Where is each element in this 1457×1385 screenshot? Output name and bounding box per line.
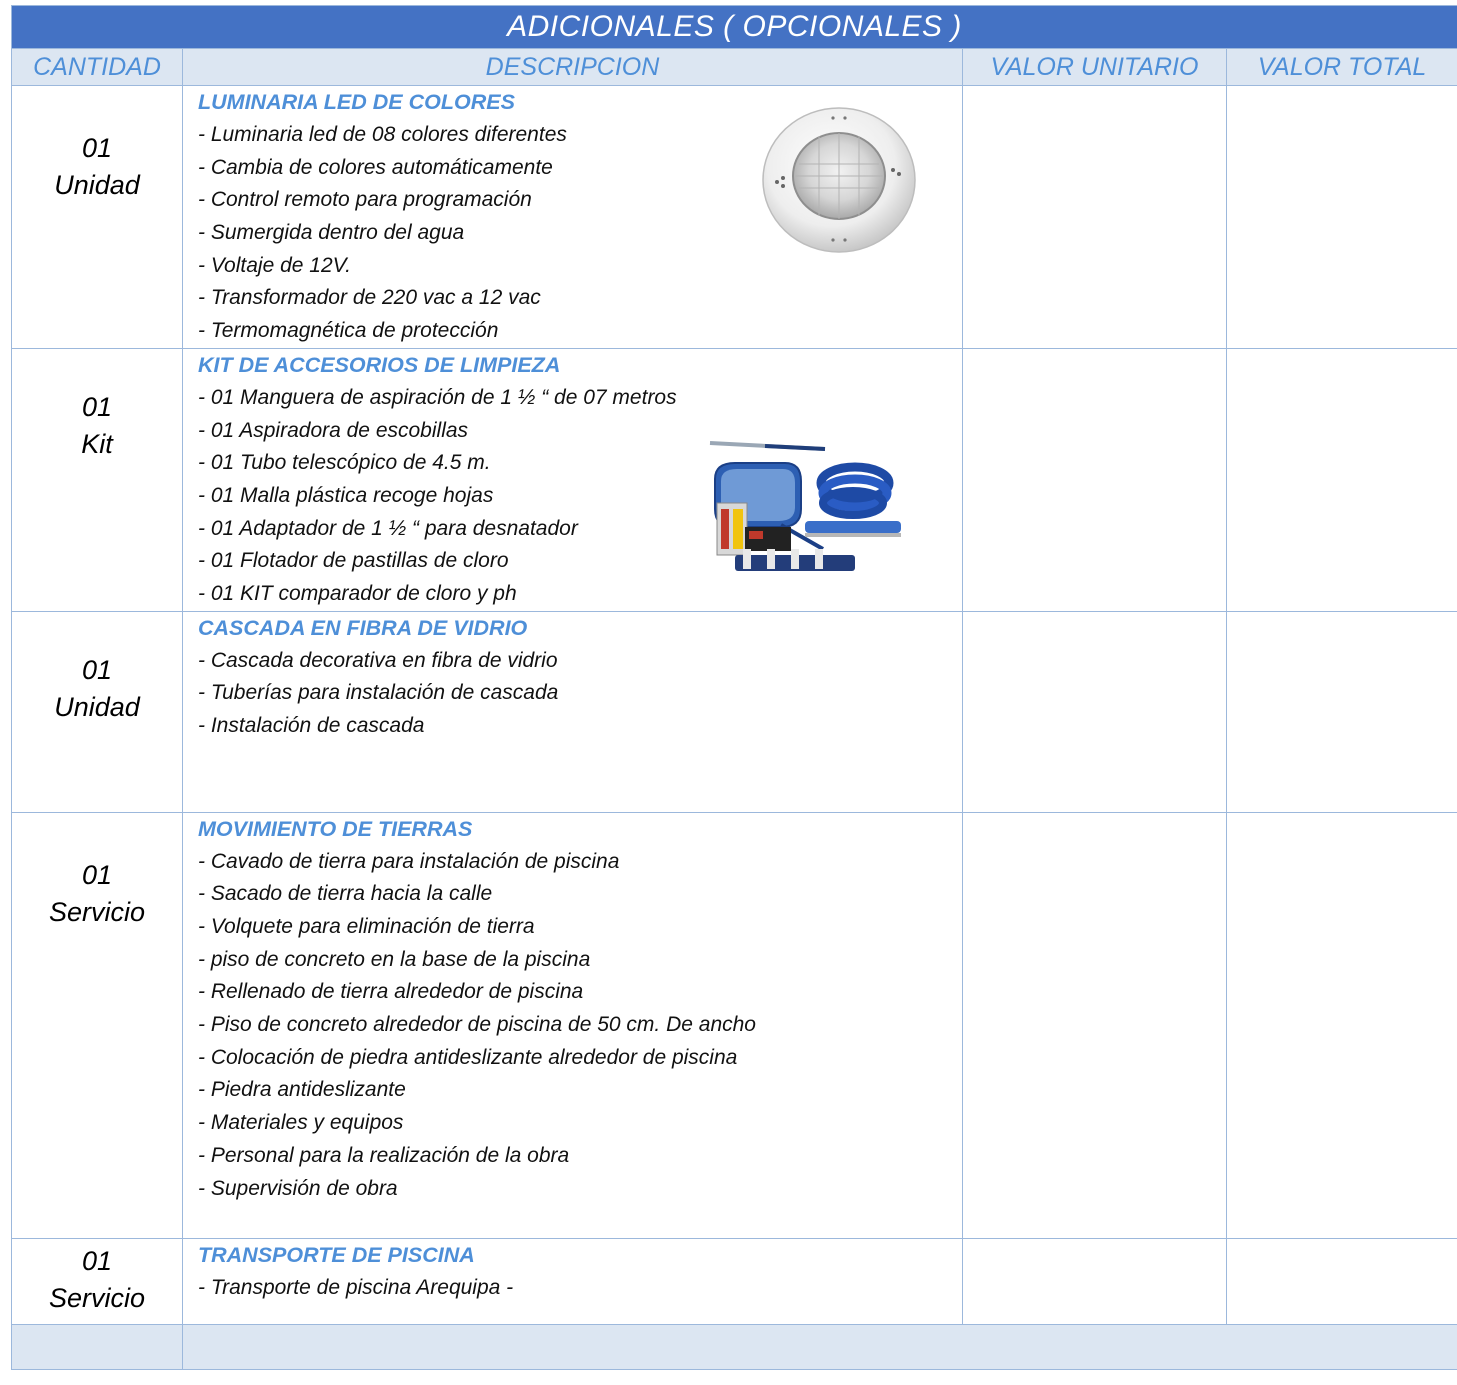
- item-line: - 01 Aspiradora de escobillas: [198, 418, 469, 442]
- column-header-valor-total: VALOR TOTAL: [1227, 49, 1457, 86]
- footer-cell: [12, 1324, 183, 1369]
- item-line: - Volquete para eliminación de tierra: [198, 915, 535, 938]
- quantity-unit: Servicio: [48, 1282, 146, 1313]
- unit-value-cell: [963, 86, 1227, 349]
- description-cell: [183, 86, 963, 349]
- item-line: - 01 KIT comparador de cloro y ph: [198, 581, 517, 605]
- column-header-valor-unitario: VALOR UNITARIO: [963, 49, 1227, 86]
- quantity-cell: [12, 86, 183, 349]
- quantity-number: 01: [81, 133, 113, 163]
- quantity-number: 01: [81, 859, 113, 890]
- item-line: - Rellenado de tierra alrededor de piscina: [198, 980, 584, 1004]
- quantity-unit: Kit: [81, 428, 113, 459]
- item-line: - Voltaje de 12V.: [198, 253, 351, 277]
- table-row: [12, 812, 1457, 1238]
- item-heading: LUMINARIA LED DE COLORES: [198, 90, 515, 114]
- quantity-unit: Servicio: [48, 896, 146, 927]
- quantity-cell: [12, 348, 183, 611]
- quantity-unit: Unidad: [54, 170, 140, 200]
- total-value-cell: [1227, 86, 1457, 349]
- quantity-number: 01: [81, 391, 113, 422]
- item-line: - Tuberías para instalación de cascada: [198, 681, 559, 705]
- item-line: - Personal para la realización de la obra: [198, 1143, 570, 1167]
- item-line: - Control remoto para programación: [198, 188, 532, 212]
- led-pool-light-image: [759, 104, 919, 254]
- item-line: - 01 Tubo telescópico de 4.5 m.: [198, 451, 491, 475]
- item-line: - 01 Adaptador de 1 ½ “ para desnatador: [198, 516, 578, 540]
- description-cell: [183, 348, 963, 611]
- item-heading: TRANSPORTE DE PISCINA: [198, 1242, 475, 1267]
- table-row: [12, 348, 1457, 611]
- column-header-descripcion: DESCRIPCION: [183, 49, 963, 86]
- total-value-cell: [1227, 812, 1457, 1238]
- item-line: - Transformador de 220 vac a 12 vac: [198, 286, 541, 310]
- quantity-cell: [12, 1238, 183, 1324]
- item-heading: KIT DE ACCESORIOS DE LIMPIEZA: [198, 352, 561, 377]
- unit-value-cell: [963, 348, 1227, 611]
- item-line: - Colocación de piedra antideslizante alrededor de piscina: [198, 1045, 738, 1069]
- item-line: - Sacado de tierra hacia la calle: [198, 882, 493, 906]
- item-line: - 01 Manguera de aspiración de 1 ½ “ de 07 metros: [198, 385, 677, 409]
- quantity-cell: [12, 611, 183, 812]
- item-line: - Sumergida dentro del agua: [198, 221, 465, 245]
- table-row: [12, 1238, 1457, 1324]
- table-row: [12, 611, 1457, 812]
- unit-value-cell: [963, 611, 1227, 812]
- item-line: - 01 Flotador de pastillas de cloro: [198, 549, 509, 573]
- footer-cell: [183, 1324, 1457, 1369]
- item-line: - Transporte de piscina Arequipa -: [198, 1275, 514, 1299]
- item-line: - Cambia de colores automáticamente: [198, 155, 553, 179]
- additionals-table: [11, 5, 1457, 1370]
- item-line: - Instalación de cascada: [198, 714, 425, 737]
- quantity-number: 01: [81, 654, 113, 685]
- item-line: - Luminaria led de 08 colores diferentes: [198, 123, 567, 146]
- quantity-cell: [12, 812, 183, 1238]
- table-title: ADICIONALES ( OPCIONALES ): [12, 6, 1457, 49]
- description-cell: [183, 812, 963, 1238]
- item-line: - Materiales y equipos: [198, 1111, 404, 1135]
- cleaning-kit-image: [705, 429, 905, 589]
- item-heading: MOVIMIENTO DE TIERRAS: [198, 816, 473, 841]
- item-line: - 01 Malla plástica recoge hojas: [198, 483, 494, 507]
- footer-row: [12, 1324, 1457, 1369]
- description-cell: [183, 611, 963, 812]
- item-line: - piso de concreto en la base de la piscina: [198, 947, 591, 971]
- unit-value-cell: [963, 812, 1227, 1238]
- item-line: - Supervisión de obra: [198, 1176, 398, 1200]
- total-value-cell: [1227, 611, 1457, 812]
- item-line: - Cavado de tierra para instalación de piscina: [198, 849, 620, 873]
- item-heading: CASCADA EN FIBRA DE VIDRIO: [198, 615, 528, 640]
- item-line: - Termomagnética de protección: [198, 319, 499, 343]
- description-cell: [183, 1238, 963, 1324]
- column-header-cantidad: CANTIDAD: [12, 49, 183, 86]
- item-line: - Piedra antideslizante: [198, 1078, 406, 1102]
- item-line: - Piso de concreto alrededor de piscina de 50 cm. De ancho: [198, 1013, 756, 1037]
- unit-value-cell: [963, 1238, 1227, 1324]
- total-value-cell: [1227, 348, 1457, 611]
- quantity-number: 01: [81, 1245, 113, 1276]
- total-value-cell: [1227, 1238, 1457, 1324]
- quantity-unit: Unidad: [54, 691, 140, 722]
- table-row: [12, 86, 1457, 349]
- item-line: - Cascada decorativa en fibra de vidrio: [198, 648, 558, 672]
